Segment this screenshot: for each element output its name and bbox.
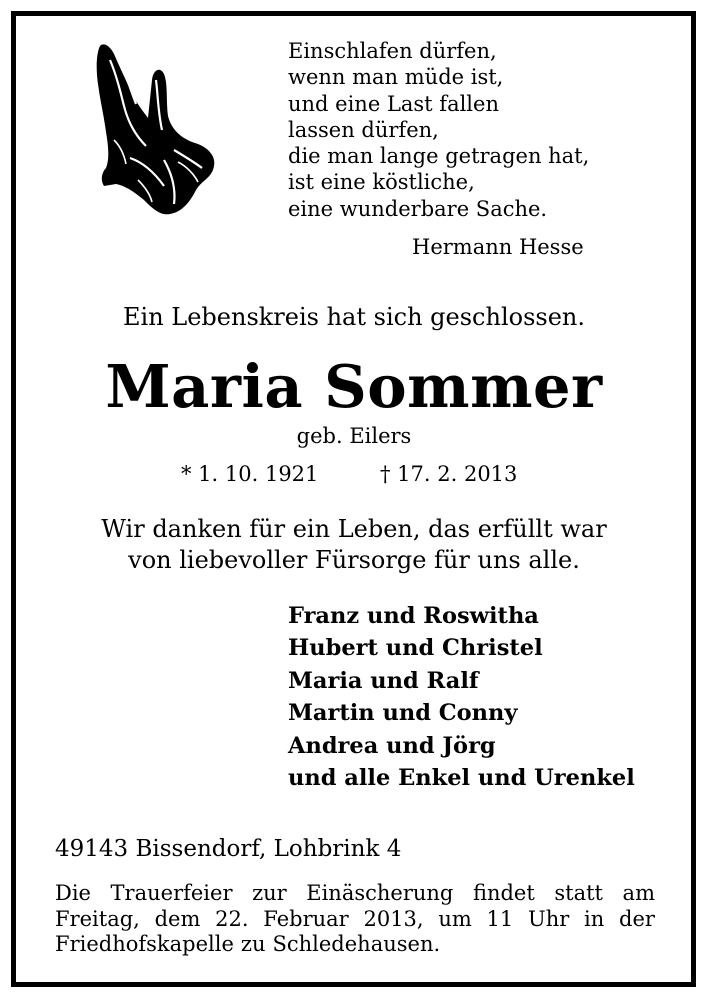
ceremony-line (55, 932, 655, 958)
ceremony-word: Freitag, (55, 906, 140, 931)
poem-line: Einschlafen dürfen, (288, 39, 497, 63)
ceremony-word: Einäscherung (306, 881, 454, 905)
ceremony-word: der (619, 906, 655, 931)
poem-line: die man lange getragen hat, (288, 144, 590, 169)
ceremony-word: 11 (486, 906, 514, 931)
poem-line: wenn man müde ist, (288, 65, 504, 90)
ceremony-word: Friedhofskapelle (55, 932, 234, 956)
thanks-line: von liebevoller Fürsorge für uns alle. (128, 546, 580, 574)
ceremony-word: 2013, (363, 906, 424, 931)
death-date: † 17. 2. 2013 (380, 462, 518, 486)
ceremony-notice (55, 881, 655, 958)
thanks-line: Wir danken für ein Leben, das erfüllt war (101, 515, 607, 543)
ceremony-line (55, 907, 655, 933)
maiden-name: geb. Eilers (296, 424, 412, 448)
poem-line: eine wunderbare Sache. (288, 196, 548, 221)
ceremony-word: findet (472, 881, 535, 905)
ceremony-word: statt (554, 881, 603, 905)
family-list (288, 600, 635, 794)
ceremony-word: Trauerfeier (110, 881, 233, 905)
ceremony-word: in (584, 906, 605, 931)
family-member: und alle Enkel und Urenkel (288, 765, 635, 792)
ceremony-word: Die (55, 881, 91, 905)
poem (288, 38, 589, 222)
family-member: Martin und Conny (288, 700, 518, 727)
poem-line: ist eine köstliche, (288, 170, 475, 195)
poem-author: Hermann Hesse (412, 235, 584, 259)
address: 49143 Bissendorf, Lohbrink 4 (55, 836, 402, 862)
ceremony-word: Uhr (528, 906, 570, 931)
ceremony-word: dem (154, 906, 201, 931)
ceremony-word: um (438, 906, 472, 931)
intro-text: Ein Lebenskreis hat sich geschlossen. (123, 303, 585, 331)
ceremony-word: zur (252, 881, 287, 905)
ceremony-word: zu (240, 932, 266, 956)
ceremony-word: Schledehausen. (272, 932, 441, 956)
ceremony-word: am (622, 881, 655, 905)
ceremony-line (55, 881, 655, 907)
family-member: Andrea und Jörg (288, 732, 496, 759)
ceremony-word: Februar (263, 906, 349, 931)
poem-line: lassen dürfen, (288, 117, 439, 142)
thanks-text (0, 514, 708, 576)
family-member: Hubert und Christel (288, 635, 543, 662)
ceremony-word: 22. (215, 906, 249, 931)
praying-hands-icon (94, 40, 218, 216)
birth-date: * 1. 10. 1921 (181, 462, 319, 486)
family-member: Franz und Roswitha (288, 603, 539, 629)
deceased-name: Maria Sommer (105, 352, 603, 421)
poem-line: und eine Last fallen (288, 91, 499, 116)
family-member: Maria und Ralf (288, 667, 479, 694)
